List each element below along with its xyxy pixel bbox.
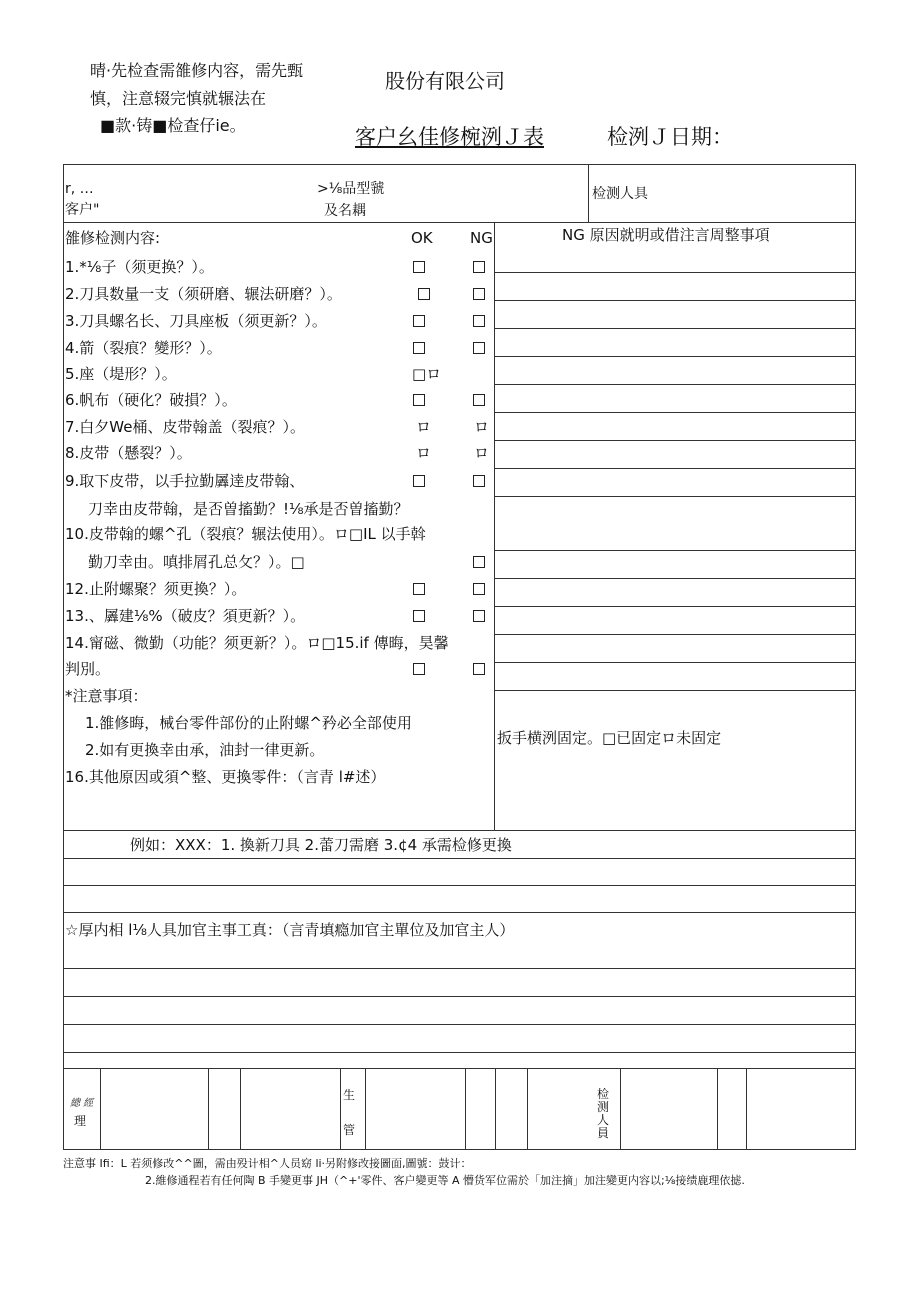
wrench-fixed-status: 扳手横洌固定。□已固定ロ未固定 bbox=[497, 729, 722, 747]
table-rule bbox=[494, 384, 856, 385]
table-rule bbox=[240, 1068, 241, 1150]
table-rule bbox=[717, 1068, 718, 1150]
date-label: 检洌Ｊ日期： bbox=[607, 125, 733, 149]
customer-label: 客户" bbox=[65, 202, 100, 218]
product-top: >⅛品型虢 bbox=[317, 181, 385, 197]
table-rule bbox=[63, 996, 856, 997]
ok-header: OK bbox=[411, 229, 433, 247]
checkbox-mark[interactable]: □ロ bbox=[412, 365, 442, 383]
ok-checkbox[interactable] bbox=[413, 261, 425, 273]
table-rule bbox=[494, 690, 856, 691]
table-rule bbox=[527, 1068, 528, 1150]
checklist-item: 2.刀具数量一支（须研磨、辗法研磨？）。 bbox=[65, 285, 342, 303]
manager-label-bottom: 理 bbox=[74, 1114, 87, 1128]
prod-label-top: 生 bbox=[343, 1088, 356, 1102]
checkbox-mark[interactable]: ロ bbox=[416, 444, 432, 462]
ok-checkbox[interactable] bbox=[413, 475, 425, 487]
table-rule bbox=[746, 1068, 747, 1150]
table-rule bbox=[63, 968, 856, 969]
checkbox-mark[interactable]: ロ bbox=[416, 418, 432, 436]
inspector-sign-label: 检测人員 bbox=[597, 1087, 610, 1140]
table-rule bbox=[494, 356, 856, 357]
ng-checkbox[interactable] bbox=[473, 663, 485, 675]
checkbox-mark[interactable]: ロ bbox=[474, 444, 490, 462]
table-rule bbox=[494, 606, 856, 607]
ok-checkbox[interactable] bbox=[413, 394, 425, 406]
ok-checkbox[interactable] bbox=[413, 315, 425, 327]
ok-checkbox[interactable] bbox=[413, 342, 425, 354]
checklist-item: 1.雒修晦，械台零件部份的止附螺^矜必全部使用 bbox=[85, 714, 412, 732]
checklist-item: 9.取下皮带，以手拉勤羼逹皮带翰、 bbox=[65, 472, 305, 490]
table-rule bbox=[620, 1068, 621, 1150]
ok-checkbox[interactable] bbox=[413, 663, 425, 675]
note-line-3: ■款·铸■检查仔ie。 bbox=[100, 116, 246, 135]
footer-note-2: 2.維修通程若有任何陶 B 手變更事 JH（^+'零件、客户變更等 A 懵货军位需於「加注摘」加注變更内容以;⅛接绩鹿理依摅. bbox=[145, 1174, 745, 1187]
checklist-item: 14.甯磁、微勤（功能？须更新？）。ロ□15.if 傳晦，昊馨 bbox=[65, 634, 449, 652]
checklist-item: 7.白夕We桶、皮带翰盖（裂痕？）。 bbox=[65, 418, 305, 436]
table-rule bbox=[495, 1068, 496, 1150]
customer-top: r, … bbox=[65, 181, 94, 197]
ok-checkbox[interactable] bbox=[413, 583, 425, 595]
table-rule bbox=[494, 300, 856, 301]
table-rule bbox=[494, 468, 856, 469]
checklist-item: 判別。 bbox=[65, 660, 111, 678]
checklist-item: 12.止附螺聚？须更換？）。 bbox=[65, 580, 247, 598]
company-name: 股份有限公司 bbox=[385, 69, 505, 93]
ng-checkbox[interactable] bbox=[473, 315, 485, 327]
table-rule bbox=[365, 1068, 366, 1150]
ng-checkbox[interactable] bbox=[473, 556, 485, 568]
table-rule bbox=[465, 1068, 466, 1150]
product-label: 及名耦 bbox=[324, 203, 366, 219]
ng-notes-heading: NG 原因就明或借注言周整事項 bbox=[562, 226, 770, 244]
checklist-item: 6.帆布（硬化？破損？）。 bbox=[65, 391, 237, 409]
note-line-2: 慎，注意辍完慎就辗法在 bbox=[90, 89, 267, 108]
table-rule bbox=[63, 830, 856, 831]
table-rule bbox=[494, 222, 495, 830]
checklist-item: 2.如有更換幸由承，油封一律更新。 bbox=[85, 741, 325, 759]
table-rule bbox=[494, 440, 856, 441]
footer-note-1: 注意事 Ifi：L 若须修改^^圖，需由殁计相^人员窈 li·另附修改接圖面,圖號：鼓计： bbox=[63, 1157, 472, 1170]
checklist-item: 4.箭（裂痕？變形？）。 bbox=[65, 339, 222, 357]
checklist-item: 10.皮带翰的螺^孔（裂痕？辗法使用）。ロ□IL 以手斡 bbox=[65, 525, 426, 543]
ok-checkbox[interactable] bbox=[413, 610, 425, 622]
form-title: 客户幺佳修椀洌Ｊ表 bbox=[355, 125, 544, 149]
table-rule bbox=[494, 634, 856, 635]
table-rule bbox=[63, 1024, 856, 1025]
ng-checkbox[interactable] bbox=[473, 475, 485, 487]
checklist-item: 5.座（堤形？）。 bbox=[65, 365, 177, 383]
checklist-item: 16.其他原因或須^整、更換零件：（言青 l#述） bbox=[65, 768, 386, 786]
table-rule bbox=[63, 1068, 856, 1069]
checklist-item: 1.*⅛子（须更换？）。 bbox=[65, 258, 214, 276]
table-rule bbox=[63, 1052, 856, 1053]
ng-header: NG bbox=[470, 229, 493, 247]
table-rule bbox=[63, 885, 856, 886]
checklist-item: *注意事項： bbox=[65, 687, 148, 705]
ng-checkbox[interactable] bbox=[473, 583, 485, 595]
checklist-item: 勤刀幸由。嗔排屑孔总攵？）。□ bbox=[88, 553, 305, 571]
table-rule bbox=[208, 1068, 209, 1150]
ok-checkbox[interactable] bbox=[418, 288, 430, 300]
table-rule bbox=[340, 1068, 341, 1150]
table-rule bbox=[63, 222, 856, 223]
responsibility-text: ☆厚内相 l⅛人具加官主事工真：（言青填瘾加官主單位及加官主人） bbox=[65, 921, 515, 939]
manager-label-top: 總 經 bbox=[70, 1098, 94, 1109]
table-rule bbox=[588, 164, 589, 222]
table-rule bbox=[494, 412, 856, 413]
table-rule bbox=[494, 550, 856, 551]
example-text: 例如：XXX：1. 換新刀具 2.蕾刀需磨 3.¢4 承需检修更換 bbox=[130, 836, 512, 854]
ng-checkbox[interactable] bbox=[473, 342, 485, 354]
table-rule bbox=[494, 496, 856, 497]
ng-checkbox[interactable] bbox=[473, 394, 485, 406]
table-rule bbox=[494, 272, 856, 273]
checklist-item: 13.、羼建⅛%（破皮？須更新？）。 bbox=[65, 607, 306, 625]
note-line-1: 晴·先检查需雒修内容，需先甄 bbox=[90, 61, 304, 80]
ng-checkbox[interactable] bbox=[473, 261, 485, 273]
table-rule bbox=[494, 328, 856, 329]
table-rule bbox=[63, 912, 856, 913]
ng-checkbox[interactable] bbox=[473, 610, 485, 622]
checkbox-mark[interactable]: ロ bbox=[474, 418, 490, 436]
table-rule bbox=[100, 1068, 101, 1150]
checklist-item: 3.刀具螺名长、刀具座板（须更新？）。 bbox=[65, 312, 327, 330]
checklist-item: 刀幸由皮带翰，是否曽搐勤？!⅛承是否曽搐勤？ bbox=[88, 500, 409, 518]
table-rule bbox=[63, 858, 856, 859]
table-rule bbox=[494, 662, 856, 663]
prod-label-bottom: 管 bbox=[343, 1123, 356, 1137]
checklist-heading: 雒修检测内容: bbox=[65, 229, 161, 247]
checklist-item: 8.皮带（懸裂？）。 bbox=[65, 444, 192, 462]
table-rule bbox=[494, 578, 856, 579]
inspector-label: 检测人具 bbox=[592, 186, 648, 202]
ng-checkbox[interactable] bbox=[473, 288, 485, 300]
